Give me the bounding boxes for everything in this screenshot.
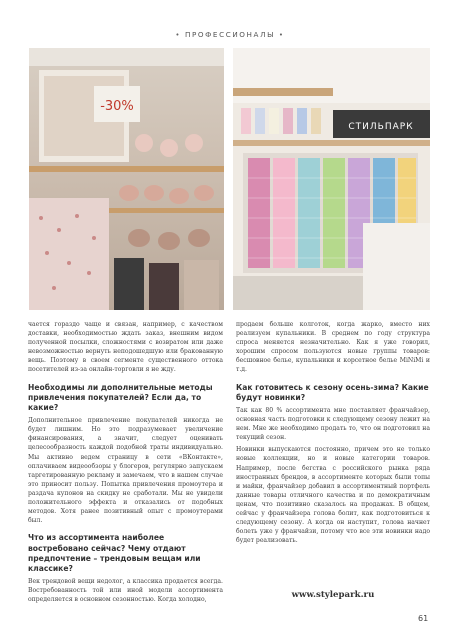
question-heading: Необходимы ли дополнительные методы привлечения покупателей? Если да, то какие? — [28, 382, 213, 412]
section-title: ПРОФЕССИОНАЛЫ — [184, 30, 276, 39]
hosiery-store-image — [233, 48, 430, 310]
article-column-left — [28, 320, 223, 607]
paragraph: продаем больше колготок, когда жарко, вместо них реализуем купальники. В среднем по году структура спроса меняется незначительно. Как я уже говорил, хорошим спросом пользуются новые группы товаров: бесшовное белье, купальники и корсетное белье MiNiMi и т.д. — [236, 321, 430, 374]
store-sign: СТИЛЬПАРК — [348, 122, 414, 132]
page-number: 61 — [418, 614, 429, 623]
question-heading: Как готовитесь к сезону осень-зима? Какие будут новинки? — [236, 382, 429, 402]
paragraph: Новинки выпускаются постоянно, причем это не только новые коллекции, но и новые категории товаров. Например, после бегства с российского рынка ряда иностранных брендов, в ассортименте которых были топы и майки, франчайзер добавил в ассортиментный портфель данные товары отличного качества и по демократичным ценам, что позитивно сказалось на продажах. В общем, сейчас у франчайзера голова болит, как подготовиться к следующему сезону. А когда он наступит, голова начнет болеть уже у франчайзи, потому что все эти новинки надо будет реализовать. — [236, 446, 430, 545]
question-heading: Что из ассортимента наиболее востребовано сейчас? Чему отдают предпочтение – трендовым вещам или классике? — [28, 533, 201, 573]
section-header — [0, 30, 460, 39]
paragraph: Дополнительное привлечение покупателей никогда не будет лишним. Но это подразумевает увеличение финансирования, а значит, следует оценивать целесообразность каждой подобной траты индивидуально. Мы активно ведем страницу в сети «ВКонтакте», оплачиваем видеообзоры у блогеров, регулярно запускаем таргетированную рекламу и замечаем, что в нашем случае это приносит пользу. Попытка привлечения промоутера и раздача купонов на скидку не сработали. Мы не увидели положительного эффекта и отказались от подобных методов. Хотя ранее позитивный опыт с промоутерами был. — [28, 417, 223, 525]
store-photo-lingerie — [29, 48, 224, 310]
bullet-icon: • — [175, 31, 185, 39]
lingerie-store-image — [29, 48, 224, 310]
paragraph: Так как 80 % ассортимента мне поставляет франчайзер, основная часть подготовки к следующему сезону лежит на нем. Мне же необходимо продать то, что он подготовил на текущий сезон. — [236, 406, 430, 442]
bullet-icon: • — [275, 31, 285, 39]
paragraph: чается гораздо чаще и связан, например, с качеством доставки, необходимостью ждать заказ, внешним видом полученной посылки, сложностями с возвратом или даже невозможностью вернуть неподошедшую или бракованную вещь. Поэтому в своем сегменте существенного оттока посетителей из-за онлайн-торговли я не жду. — [28, 321, 223, 374]
website-link[interactable]: www.stylepark.ru — [291, 590, 375, 600]
sale-badge: -30% — [100, 99, 134, 114]
store-photo-hosiery — [233, 48, 430, 310]
article-column-right — [236, 320, 430, 548]
paragraph: Век трендовой вещи недолог, а классика продается всегда. Востребованность той или иной модели ассортимента определяется в основном сезонностью. Когда холодно, — [28, 578, 223, 604]
